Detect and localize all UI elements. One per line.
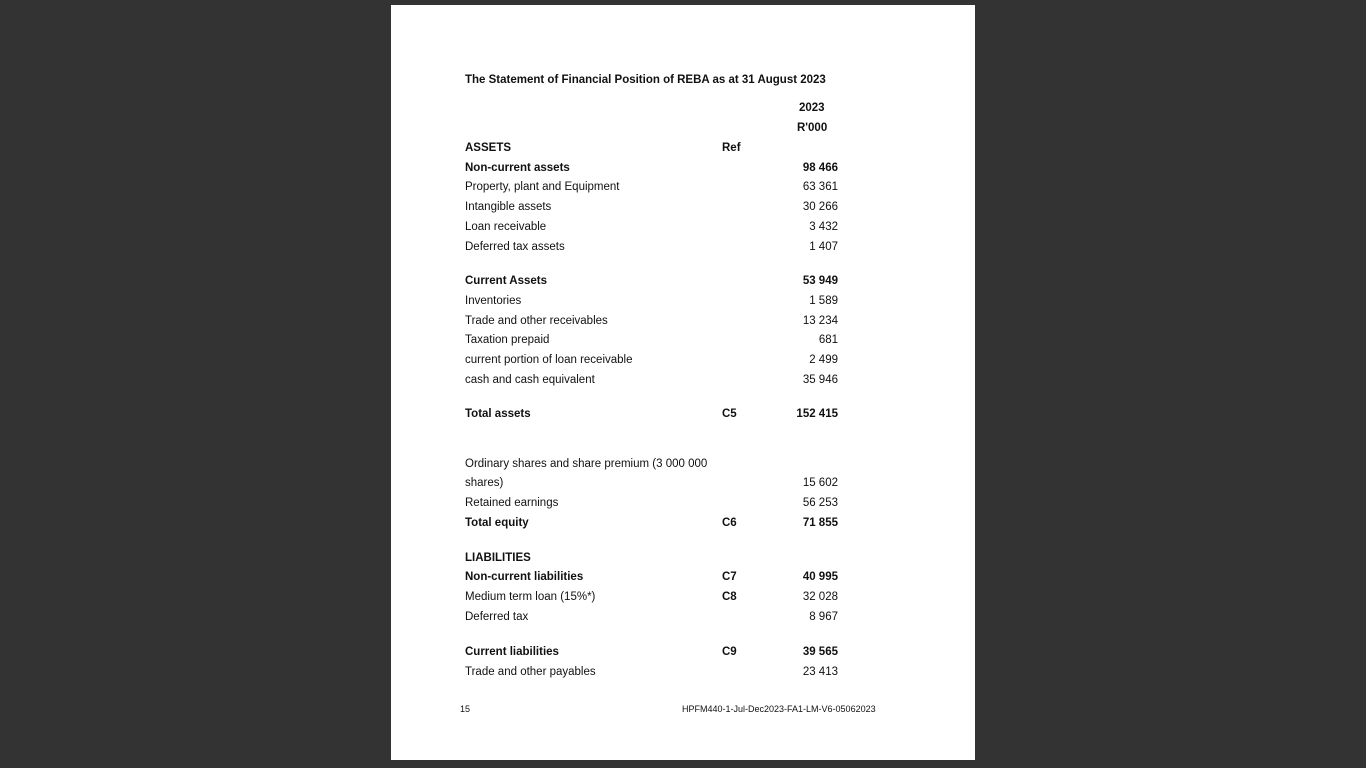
liabilities-heading: LIABILITIES: [465, 552, 531, 564]
total-equity-value: 71 855: [802, 517, 838, 529]
page-number: 15: [460, 704, 471, 714]
line-item-ref: C8: [722, 591, 737, 603]
line-item-label: Inventories: [465, 295, 522, 307]
line-item-value: 23 413: [802, 666, 838, 678]
year-header: 2023: [799, 102, 825, 114]
non-current-liabilities-total: 40 995: [802, 571, 838, 583]
line-item-value: 2 499: [809, 354, 838, 366]
non-current-assets-total: 98 466: [802, 162, 838, 174]
share-capital-value: 15 602: [802, 477, 838, 489]
line-item-label: Medium term loan (15%*): [465, 591, 596, 603]
total-equity-label: Total equity: [465, 517, 529, 529]
total-equity-ref: C6: [722, 517, 737, 529]
current-liabilities-label: Current liabilities: [465, 646, 559, 658]
line-item-value: 32 028: [802, 591, 838, 603]
non-current-liabilities-ref: C7: [722, 571, 737, 583]
current-liabilities-total: 39 565: [802, 646, 838, 658]
retained-earnings-label: Retained earnings: [465, 497, 559, 509]
line-item-label: Trade and other payables: [465, 666, 596, 678]
total-assets-value: 152 415: [796, 408, 838, 420]
line-item-label: Intangible assets: [465, 201, 552, 213]
line-item-label: current portion of loan receivable: [465, 354, 633, 366]
document-code: HPFM440-1-Jul-Dec2023-FA1-LM-V6-05062023: [682, 704, 876, 714]
line-item-value: 1 589: [809, 295, 838, 307]
line-item-value: 35 946: [802, 374, 838, 386]
retained-earnings-value: 56 253: [802, 497, 838, 509]
line-item-value: 1 407: [809, 241, 838, 253]
line-item-value: 3 432: [809, 221, 838, 233]
assets-heading: ASSETS: [465, 142, 512, 154]
line-item-label: Loan receivable: [465, 221, 547, 233]
current-liabilities-ref: C9: [722, 646, 737, 658]
line-item-label: cash and cash equivalent: [465, 374, 595, 386]
line-item-label: Taxation prepaid: [465, 334, 550, 346]
non-current-liabilities-label: Non-current liabilities: [465, 571, 584, 583]
share-capital-label-line1: Ordinary shares and share premium (3 000 000: [465, 458, 708, 470]
share-capital-label-line2: shares): [465, 477, 504, 489]
non-current-assets-label: Non-current assets: [465, 162, 570, 174]
ref-header: Ref: [722, 142, 741, 154]
total-assets-label: Total assets: [465, 408, 531, 420]
line-item-value: 30 266: [802, 201, 838, 213]
current-assets-label: Current Assets: [465, 275, 548, 287]
line-item-label: Property, plant and Equipment: [465, 181, 620, 193]
unit-header: R'000: [797, 122, 828, 134]
total-assets-ref: C5: [722, 408, 737, 420]
line-item-value: 8 967: [809, 611, 838, 623]
document-page: [391, 5, 975, 760]
statement-title: The Statement of Financial Position of REBA as at 31 August 2023: [465, 74, 826, 86]
line-item-label: Trade and other receivables: [465, 315, 608, 327]
current-assets-total: 53 949: [802, 275, 838, 287]
line-item-value: 13 234: [802, 315, 838, 327]
line-item-value: 681: [818, 334, 838, 346]
line-item-label: Deferred tax assets: [465, 241, 565, 253]
line-item-label: Deferred tax: [465, 611, 529, 623]
line-item-value: 63 361: [802, 181, 838, 193]
